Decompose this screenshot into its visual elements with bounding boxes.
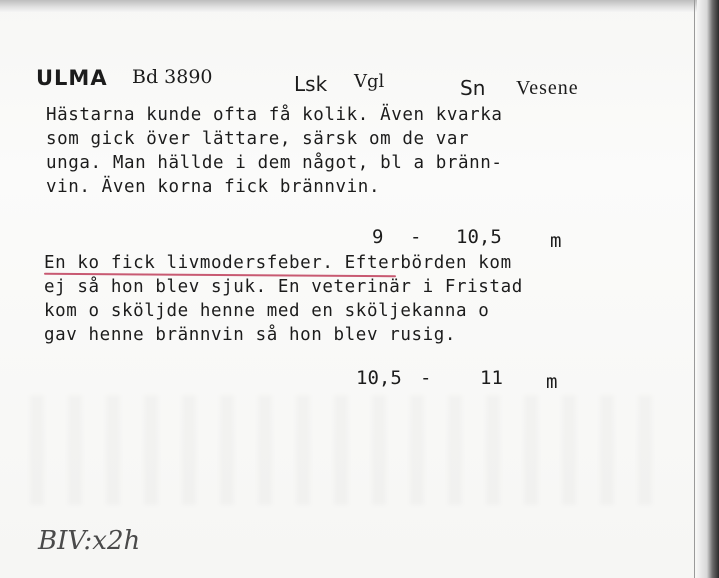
archive-code: ULMA bbox=[36, 66, 108, 90]
text-line: som gick över lättare, särsk om de var bbox=[46, 129, 470, 149]
measure-from: 10,5 bbox=[356, 367, 402, 389]
text-line: unga. Man hällde i dem något, bl a bränn- bbox=[46, 153, 503, 173]
province-value: Vgl bbox=[354, 71, 385, 92]
card-right-edge bbox=[697, 0, 719, 578]
measure-to: 11 bbox=[480, 367, 503, 389]
handwritten-signature: BIV:x2h bbox=[38, 526, 141, 556]
measure-to: 10,5 bbox=[456, 226, 502, 248]
text-line: En ko fick livmodersfeber. Efterbörden kom bbox=[44, 253, 512, 273]
measure-unit: m bbox=[550, 230, 562, 252]
text-line: Hästarna kunde ofta få kolik. Även kvarka bbox=[46, 105, 503, 125]
card-top-edge bbox=[0, 0, 719, 12]
record-number: Bd 3890 bbox=[132, 66, 213, 88]
parish-value: Vesene bbox=[516, 77, 579, 99]
card-header bbox=[36, 64, 636, 100]
bleed-through-text bbox=[30, 395, 670, 505]
measure-dash: - bbox=[420, 367, 432, 389]
text-line: vin. Även korna fick brännvin. bbox=[46, 177, 381, 197]
card-right-line bbox=[694, 0, 695, 578]
province-label: Lsk bbox=[294, 72, 328, 96]
text-line: gav henne brännvin så hon blev rusig. bbox=[44, 325, 457, 345]
text-line: ej så hon blev sjuk. En veterinär i Fristad bbox=[44, 277, 523, 297]
measure-unit: m bbox=[546, 371, 558, 393]
measure-from: 9 bbox=[372, 226, 384, 248]
text-line: kom o sköljde henne med en sköljekanna o bbox=[44, 301, 490, 321]
measure-dash: - bbox=[410, 226, 422, 248]
parish-label: Sn bbox=[460, 76, 486, 100]
